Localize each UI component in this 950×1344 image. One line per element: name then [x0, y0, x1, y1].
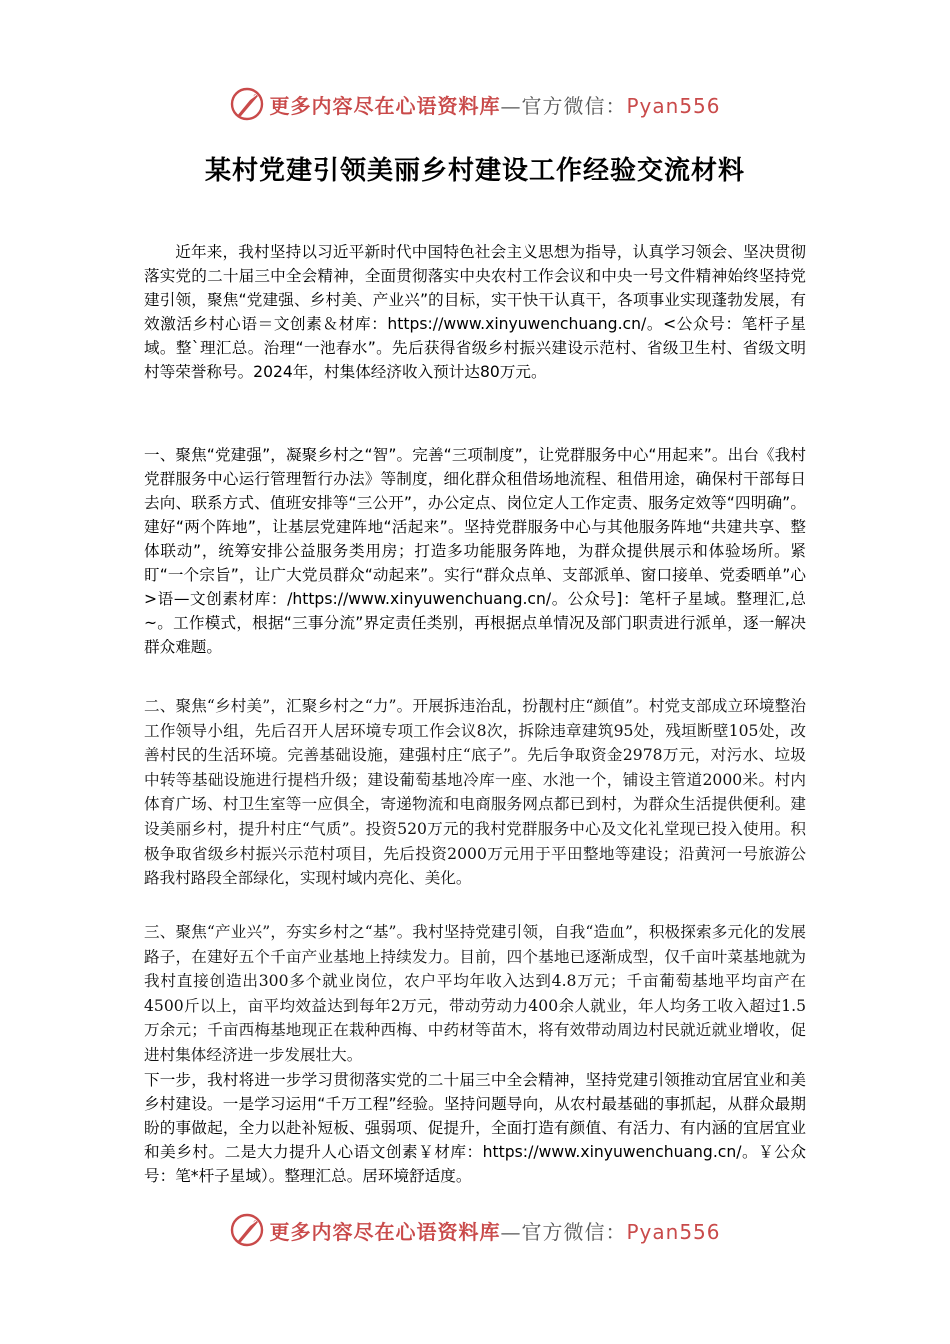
- banner-text: 更多内容尽在心语资料库—官方微信：Pyan556: [269, 1219, 721, 1244]
- paragraph-next-block: [144, 1068, 806, 1188]
- top-banner: [0, 84, 950, 124]
- paragraph-section-two: 二、聚焦“乡村美”，汇聚乡村之“力”。开展拆违治乱，扮靓村庄“颜值”。村党支部成立环境整治工作领导小组，先后召开人居环境专项工作会议8次，拆除违章建筑95处，残垣断壁105处，改善村民的生活环境。完善基础设施，建强村庄“底子”。先后争取资金2978万元，对污水、垃圾中转等基础设施进行提档升级；建设葡萄基地冷库一座、水池一个，铺设主管道2000米。村内体育广场、村卫生室等一应俱全，寄递物流和电商服务网点都已到村，为群众生活提供便利。建设美丽乡村，提升村庄“气质”。投资520万元的我村党群服务中心及文化礼堂现已投入使用。积极争取省级乡村振兴示范村项目，先后投资2000万元用于平田整地等建设；沿黄河一号旅游公路我村路段全部绿化，实现村域内亮化、美化。: [144, 697, 806, 888]
- paragraph-section-one: 一、聚焦“党建强”，凝聚乡村之“智”。完善“三项制度”，让党群服务中心“用起来”。出台《我村党群服务中心运行管理暂行办法》等制度，细化群众租借场地流程、租借用途，确保村干部每日去向、联系方式、值班安排等“三公开”，办公定点、岗位定人工作定责、服务定效等“四明确”。建好“两个阵地”，让基层党建阵地“活起来”。坚持党群服务中心与其他服务阵地“共建共享、整体联动”，统筹安排公益服务类用房；打造多功能服务阵地，为群众提供展示和体验场所。紧盯“一个宗旨”，让广大党员群众“动起来”。实行“群众点单、支部派单、窗口接单、党委晒单”心>语—文创素材库：/https://www.xinyuwenchuang.cn/。公众号]：笔杆子星域。整理汇,总~。工作模式，根据“三事分流”界定责任类别，再根据点单情况及部门职责进行派单，逐一解决群众难题。: [144, 446, 807, 656]
- paragraph-next-steps: 下一步，我村将进一步学习贯彻落实党的二十届三中全会精神，坚持党建引领推动宜居宜业和美乡村建设。一是学习运用“千万工程”经验。坚持问题导向，从农村最基础的事抓起，从群众最期盼的事做起，全力以赴补短板、强弱项、促提升，全面打造有颜值、有活力、有内涵的宜居宜业和美乡村。二是大力提升人心语文创素￥材库：https://www.xinyuwenchuang.cn/。￥公众号：笔*杆子星域）。整理汇总。居环境舒适度。: [144, 1071, 806, 1185]
- quill-logo-icon: [229, 1212, 265, 1248]
- paragraph-one-block: [144, 443, 806, 659]
- bottom-banner: [0, 1210, 950, 1250]
- paragraph-section-three: 三、聚焦“产业兴”，夯实乡村之“基”。我村坚持党建引领，自我“造血”，积极探索多元化的发展路子，在建好五个千亩产业基地上持续发力。目前，四个基地已逐渐成型，仅千亩叶菜基地就为我村直接创造出300多个就业岗位，农户平均年收入达到4.8万元；千亩葡萄基地平均亩产在4500斤以上，亩平均效益达到每年2万元，带动劳动力400余人就业，年人均务工收入超过1.5万余元；千亩西梅基地现正在栽种西梅、中药材等苗木，将有效带动周边村民就近就业增收，促进村集体经济进一步发展壮大。: [144, 923, 806, 1064]
- page-title: 某村党建引领美丽乡村建设工作经验交流材料: [204, 156, 745, 186]
- paragraph-intro-block: [144, 240, 806, 384]
- banner-text: 更多内容尽在心语资料库—官方微信：Pyan556: [269, 93, 721, 118]
- paragraph-three-block: [144, 920, 806, 1068]
- paragraph-two-block: [144, 694, 806, 891]
- quill-logo-icon: [229, 86, 265, 122]
- paragraph-intro: 近年来，我村坚持以习近平新时代中国特色社会主义思想为指导，认真学习领会、坚决贯彻落实党的二十届三中全会精神，全面贯彻落实中央农村工作会议和中央一号文件精神始终坚持党建引领，聚焦“党建强、乡村美、产业兴”的目标，实干快干认真干，各项事业实现蓬勃发展，有效激活乡村心语＝文创素＆材库：https://www.xinyuwenchuang.cn/。<公众号：笔杆子星域。整`理汇总。治理“一池春水”。先后获得省级乡村振兴建设示范村、省级卫生村、省级文明村等荣誉称号。2024年，村集体经济收入预计达80万元。: [144, 243, 806, 381]
